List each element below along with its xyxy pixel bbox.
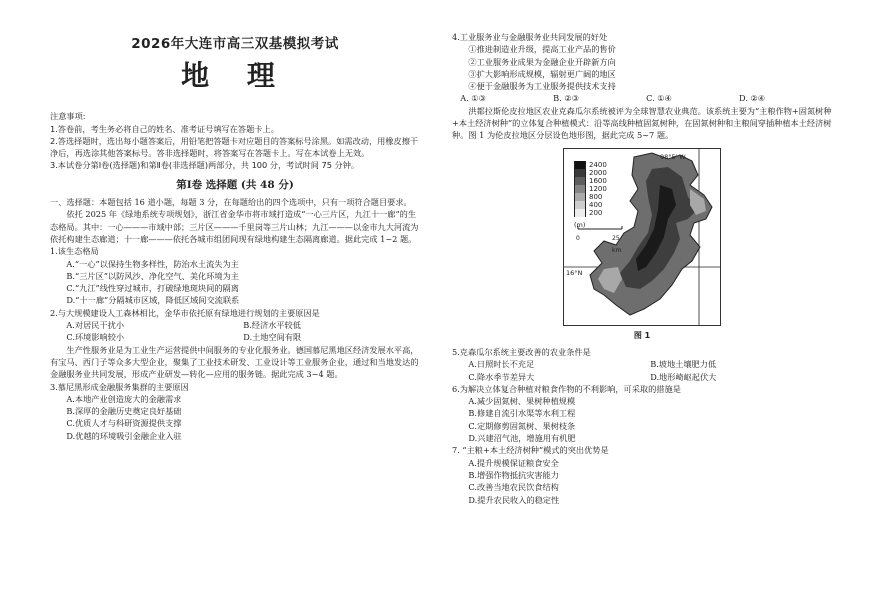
question-6-option-d: D.兴建沼气池，增施用有机肥 <box>468 433 576 444</box>
question-6-option-a: A.减少固氮树、果树种植规模 <box>468 396 576 407</box>
subject-title: 地 理 <box>181 59 289 93</box>
question-4-item: ④便于金融服务为工业服务提供技术支持 <box>468 81 616 92</box>
legend-swatch <box>574 169 586 177</box>
question-5-options-row <box>452 371 832 383</box>
section-title: 第Ⅰ卷 选择题 (共 48 分) <box>176 178 294 191</box>
question-1-option-b: B.“三片区”以防风沙、净化空气、美化环境为主 <box>66 270 239 281</box>
notice-item: 1.答卷前，考生务必将自己的姓名、准考证号填写在答题卡上。 <box>50 123 279 134</box>
notice-item: 3.本试卷分第Ⅰ卷(选择题)和第Ⅱ卷(非选择题)两部分，共 100 分，考试时间 75 分钟。 <box>50 160 360 171</box>
notice-item: 2.答选择题时，选出每小题答案后，用铅笔把答题卡对应题目的答案标号涂黑。如需改动，用橡皮擦干净后，再选涂其他答案标号。答非选择题时，将答案写在答题卡上。写在本试卷上无效。 <box>50 135 419 159</box>
question-2-option-d: D.土地空间有限 <box>243 332 302 343</box>
question-5-option-a: A.日照时长不充足 <box>468 359 535 370</box>
legend-swatch <box>574 209 586 217</box>
legend-row <box>574 209 624 217</box>
legend-value: 400 <box>589 200 603 209</box>
legend-row <box>574 169 624 177</box>
question-5-option-b: B.坡地土壤肥力低 <box>650 359 717 370</box>
scale-label-start: 0 <box>576 234 580 242</box>
question-4-options-row <box>452 92 832 104</box>
exam-title: 2026年大连市高三双基模拟考试 <box>131 36 339 52</box>
terrain-map-figure <box>563 148 721 326</box>
legend-value: 200 <box>589 208 603 217</box>
legend-swatch <box>574 201 586 209</box>
legend-swatch <box>574 161 586 169</box>
question-2-options-row <box>50 331 420 343</box>
question-2-option-b: B.经济水平较低 <box>243 320 301 331</box>
left-column <box>50 0 420 442</box>
question-4-item: ①推进制造业升级，提高工业产品的售价 <box>468 44 616 55</box>
question-3-option-a: A.本地产业创造庞大的金融需求 <box>66 393 182 404</box>
question-7-option-a: A.提升规模保证粮食安全 <box>468 457 559 468</box>
question-6-option-b: B.修建自流引水渠等水利工程 <box>468 408 576 419</box>
scale-label-end: 25 km <box>612 234 622 254</box>
question-1-option-a: A.“一心”以保持生物多样性，防治水土流失为主 <box>66 258 239 269</box>
question-6-stem: 6.为解决立体复合种植对粮食作物的不利影响，可采取的措施是 <box>452 383 681 394</box>
legend-value: 2400 <box>589 160 607 169</box>
question-1-stem: 1.该生态格局 <box>50 246 99 257</box>
figure-caption: 图 1 <box>633 330 651 340</box>
question-5-option-d: D.地形崎岖起伏大 <box>650 371 717 382</box>
legend-row <box>574 193 624 201</box>
section-instruction: 一、选择题：本题包括 16 道小题，每题 3 分，在每题给出的四个选项中，只有一项符合题目要求。 <box>50 197 412 208</box>
legend-value: 2000 <box>589 168 607 177</box>
question-2-option-c: C.环境影响较小 <box>66 332 125 343</box>
notice-heading: 注意事项: <box>50 111 86 122</box>
longitude-label: 98°5′ W <box>660 152 686 161</box>
legend-row <box>574 161 624 169</box>
legend-swatch <box>574 185 586 193</box>
passage-1: 依托 2025 年《绿地系统专项规划》，浙江省金华市将市域打造成“一心三片区，九江十一廊”的生态格局。其中：一心———市域中部；三片区———千里岗等三片山林；九江———以金市九大河流为依托构建生态廊道；十一廊———依托各城市组团间现有绿地构建生态隔离廊道。据此完成 1~2 题。 <box>50 209 419 244</box>
legend-value: 1600 <box>589 176 607 185</box>
question-4-option-c: C. ①④ <box>646 93 672 104</box>
question-3-option-b: B.深厚的金融历史奠定良好基础 <box>66 406 182 417</box>
question-7-stem: 7. “主粮+本土经济树种”模式的突出优势是 <box>452 445 609 456</box>
passage-2: 生产性服务业是为工业生产运营提供中间服务的专业化服务业。德国慕尼黑地区经济发展水平高，有宝马、西门子等众多大型企业，聚集了工业技术研发、工业设计等工业服务企业，通过和当地发达的金融服务业共同发展，形成产业研发—转化—应用的服务链。据此完成 3~4 题。 <box>50 344 419 380</box>
legend-swatch <box>574 193 586 201</box>
legend-unit: (m) <box>574 220 586 229</box>
question-7-option-c: C.改善当地农民饮食结构 <box>468 482 559 493</box>
question-3-stem: 3.慕尼黑形成金融服务集群的主要原因 <box>50 381 189 392</box>
question-1-option-d: D.“十一廊”分隔城市区域，降低区域间交流联系 <box>66 295 240 306</box>
question-4-item: ②工业服务业成果为金融企业开辟新方向 <box>468 56 616 67</box>
question-7-option-d: D.提升农民收入的稳定性 <box>468 494 560 505</box>
question-6-option-c: C.定期修剪固氮树、果树枝条 <box>468 420 576 431</box>
legend-value: 1200 <box>589 184 607 193</box>
question-2-options-row <box>50 319 420 331</box>
question-2-option-a: A.对居民干扰小 <box>66 320 125 331</box>
legend-row <box>574 201 624 209</box>
question-3-option-c: C.优质人才与科研资源提供支撑 <box>66 418 182 429</box>
question-5-stem: 5.克森瓜尔系统主要改善的农业条件是 <box>452 346 591 357</box>
question-4-option-b: B. ②③ <box>553 93 580 104</box>
latitude-label: 16°N <box>566 268 583 277</box>
question-4-item: ③扩大影响形成规模，辐射更广阔的地区 <box>468 68 616 79</box>
question-1-option-c: C.“九江”线性穿过城市，打破绿地斑块间的隔离 <box>66 283 239 294</box>
legend-value: 800 <box>589 192 603 201</box>
question-4-option-d: D. ②④ <box>739 93 766 104</box>
question-2-stem: 2.与大规模建设人工森林相比，金华市依托原有绿地进行规划的主要原因是 <box>50 307 320 318</box>
question-3-option-d: D.优越的环境吸引金融企业入驻 <box>66 430 182 441</box>
question-5-options-row <box>452 358 832 370</box>
legend-swatch <box>574 177 586 185</box>
legend-row <box>574 177 624 185</box>
question-4-option-a: A. ①③ <box>460 93 486 104</box>
elevation-legend <box>574 161 624 217</box>
legend-row <box>574 185 624 193</box>
passage-3: 洪都拉斯伦皮拉地区农业克森瓜尔系统被评为全球智慧农业典范。该系统主要为“主粮作物+固氮树种+本土经济树种”的立体复合种植模式：沿等高线种植固氮树种，在固氮树种和主粮间穿插种植本土经济树种。图 1 为伦皮拉地区分层设色地形图，据此完成 5~7 题。 <box>452 105 832 141</box>
right-column <box>452 31 832 506</box>
question-4-stem: 4.工业服务业与金融服务业共同发展的好处 <box>452 32 608 42</box>
question-7-option-b: B.增强作物抵抗灾害能力 <box>468 469 559 480</box>
question-5-option-c: C.降水季节差异大 <box>468 371 535 382</box>
